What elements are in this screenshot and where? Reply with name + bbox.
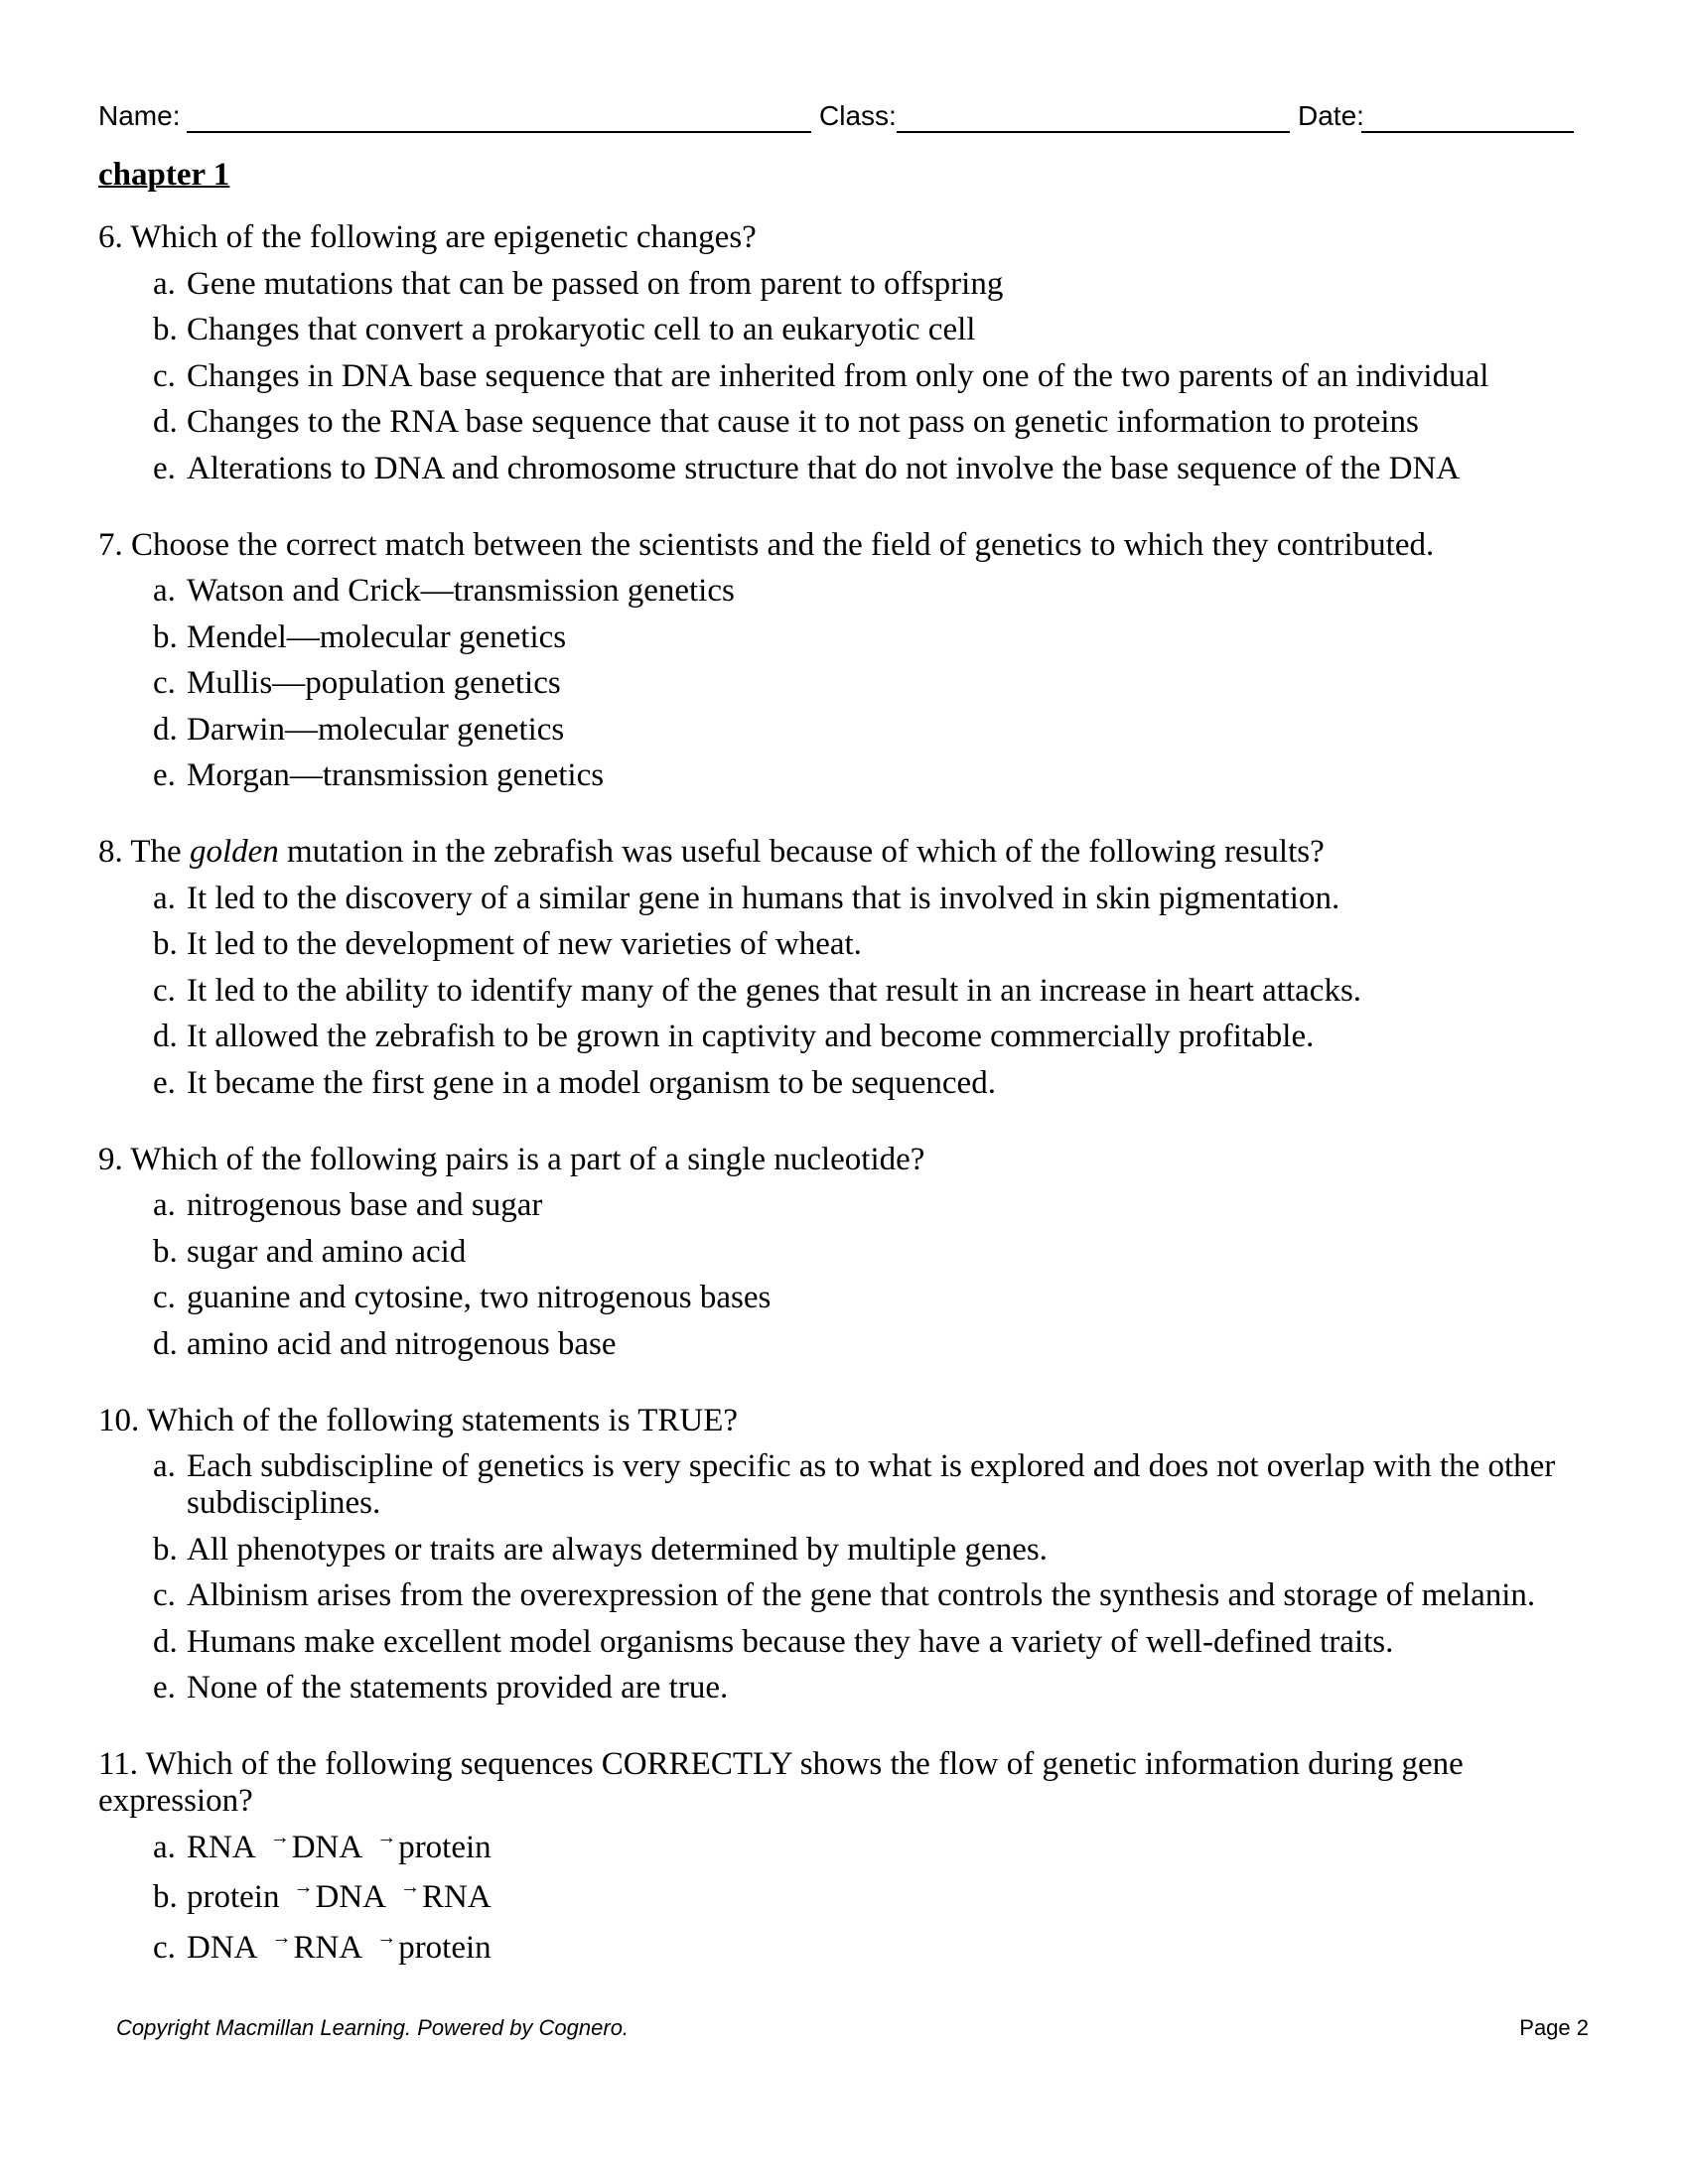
answer-option[interactable]	[98, 1577, 1597, 1614]
answer-option[interactable]	[98, 619, 1597, 656]
text-run: guanine and cytosine, two nitrogenous bases	[187, 1280, 772, 1315]
text-run: nitrogenous base and sugar	[187, 1187, 543, 1223]
option-letter: d.	[153, 404, 178, 440]
arrow-icon: →	[399, 1876, 420, 1898]
option-letter: a.	[153, 880, 176, 916]
class-field[interactable]	[897, 131, 1290, 133]
option-letter: a.	[153, 1829, 176, 1865]
question-list	[98, 219, 1588, 1971]
option-letter: a.	[153, 573, 176, 609]
date-field[interactable]	[1361, 131, 1574, 133]
option-letter: e.	[153, 757, 176, 793]
text-run: Mendel—molecular genetics	[187, 618, 567, 655]
answer-option[interactable]	[98, 1532, 1597, 1569]
page-number: Page 2	[1519, 2015, 1589, 2040]
option-letter: a.	[153, 265, 176, 302]
text-run: mutation in the zebrafish was useful because of which of the following results?	[278, 834, 1325, 870]
name-field[interactable]	[187, 131, 811, 133]
text-run: 10. Which of the following statements is TRUE?	[98, 1402, 739, 1438]
arrow-icon: →	[271, 1926, 292, 1949]
text-run: DNA	[187, 1929, 258, 1966]
answer-option[interactable]	[98, 1326, 1597, 1363]
text-run: Albinism arises from the overexpression of the gene that controls the synthesis and storage of melanin.	[187, 1577, 1536, 1613]
italic-term: golden	[189, 834, 279, 870]
text-run: protein	[187, 1879, 280, 1915]
student-info-header	[98, 97, 1574, 137]
text-run: Alterations to DNA and chromosome structure that do not involve the base sequence of the DNA	[187, 450, 1461, 486]
date-label: Date:	[1298, 100, 1364, 131]
option-letter: d.	[153, 1623, 178, 1660]
option-letter: e.	[153, 450, 176, 486]
question-stem	[98, 1142, 1588, 1178]
option-letter: b.	[153, 926, 178, 962]
question-stem	[98, 834, 1588, 871]
text-run: It led to the ability to identify many of the genes that result in an increase in heart attacks.	[187, 972, 1362, 1009]
option-letter: b.	[153, 312, 178, 347]
text-run: Changes to the RNA base sequence that cause it to not pass on genetic information to proteins	[187, 404, 1419, 440]
text-run: Mullis—population genetics	[187, 665, 561, 701]
text-run: sugar and amino acid	[187, 1233, 467, 1270]
option-letter: a.	[153, 1448, 176, 1484]
arrow-icon: →	[269, 1826, 290, 1848]
option-letter: d.	[153, 1019, 178, 1054]
answer-option[interactable]	[98, 1019, 1597, 1055]
text-run: It allowed the zebrafish to be grown in captivity and become commercially profitable.	[187, 1019, 1315, 1054]
text-run: 7. Choose the correct match between the scientists and the field of genetics to which they contributed.	[98, 526, 1435, 563]
answer-option[interactable]	[98, 712, 1597, 749]
answer-option[interactable]	[98, 1926, 1597, 1971]
arrow-icon: →	[376, 1826, 397, 1848]
question-stem	[98, 527, 1588, 564]
question	[98, 1403, 1588, 1707]
answer-option[interactable]	[98, 451, 1597, 487]
answer-option[interactable]	[98, 1234, 1597, 1271]
option-letter: c.	[153, 665, 176, 701]
text-run: Humans make excellent model organisms because they have a variety of well-defined traits.	[187, 1623, 1394, 1660]
text-run: DNA	[315, 1879, 386, 1915]
arrow-icon: →	[376, 1926, 397, 1949]
answer-option[interactable]	[98, 881, 1597, 917]
text-run: Each subdiscipline of genetics is very specific as to what is explored and does not overlap with the other subdisciplines.	[187, 1448, 1556, 1521]
text-run: 6. Which of the following are epigenetic changes?	[98, 219, 757, 255]
answer-option[interactable]	[98, 1670, 1597, 1706]
answer-option[interactable]	[98, 757, 1597, 794]
answer-option[interactable]	[98, 404, 1597, 441]
answer-option[interactable]	[98, 358, 1597, 395]
option-letter: c.	[153, 1280, 176, 1315]
text-run: Gene mutations that can be passed on from parent to offspring	[187, 265, 1004, 302]
text-run: DNA	[291, 1829, 363, 1865]
text-run: RNA	[187, 1829, 256, 1865]
option-letter: d.	[153, 711, 178, 748]
option-letter: e.	[153, 1064, 176, 1101]
text-run: All phenotypes or traits are always determined by multiple genes.	[187, 1531, 1048, 1568]
class-label: Class:	[819, 100, 897, 131]
option-letter: c.	[153, 1929, 176, 1966]
text-run: It became the first gene in a model organism to be sequenced.	[187, 1064, 996, 1101]
question	[98, 834, 1588, 1102]
answer-option[interactable]	[98, 1448, 1597, 1522]
answer-option[interactable]	[98, 1280, 1597, 1316]
text-run: amino acid and nitrogenous base	[187, 1325, 617, 1362]
answer-option[interactable]	[98, 1624, 1597, 1661]
question	[98, 527, 1588, 795]
option-letter: c.	[153, 1577, 176, 1613]
text-run: It led to the discovery of a similar gene in humans that is involved in skin pigmentation.	[187, 880, 1340, 916]
text-run: None of the statements provided are true.	[187, 1670, 729, 1706]
text-run: Watson and Crick—transmission genetics	[187, 573, 735, 609]
text-run: 8. The	[98, 834, 190, 870]
question-stem	[98, 219, 1588, 256]
copyright-footer: Copyright Macmillan Learning. Powered by Cognero.	[116, 2015, 630, 2040]
answer-option[interactable]	[98, 665, 1597, 702]
text-run: Darwin—molecular genetics	[187, 711, 565, 748]
answer-option[interactable]	[98, 926, 1597, 963]
answer-option[interactable]	[98, 1065, 1597, 1102]
answer-option[interactable]	[98, 1876, 1597, 1920]
arrow-icon: →	[293, 1876, 314, 1898]
option-letter: b.	[153, 618, 178, 655]
text-run: It led to the development of new varieties of wheat.	[187, 926, 862, 962]
text-run: protein	[398, 1929, 492, 1966]
answer-option[interactable]	[98, 1187, 1597, 1224]
option-letter: b.	[153, 1879, 178, 1915]
question-stem	[98, 1746, 1588, 1820]
option-letter: a.	[153, 1187, 176, 1223]
text-run: protein	[398, 1829, 492, 1865]
option-letter: c.	[153, 357, 176, 394]
answer-option[interactable]	[98, 573, 1597, 610]
name-label: Name:	[98, 100, 181, 131]
option-letter: d.	[153, 1325, 178, 1362]
question-stem	[98, 1403, 1588, 1439]
chapter-heading: chapter 1	[98, 157, 230, 193]
text-run: Changes in DNA base sequence that are inherited from only one of the two parents of an individual	[187, 357, 1489, 394]
text-run: Morgan—transmission genetics	[187, 757, 605, 793]
text-run: 11. Which of the following sequences CORRECTLY shows the flow of genetic information during gene expression?	[98, 1746, 1464, 1819]
option-letter: e.	[153, 1670, 176, 1706]
text-run: 9. Which of the following pairs is a part of a single nucleotide?	[98, 1141, 925, 1177]
answer-option[interactable]	[98, 266, 1597, 303]
answer-option[interactable]	[98, 973, 1597, 1010]
question	[98, 219, 1588, 487]
option-letter: c.	[153, 972, 176, 1009]
text-run: RNA	[421, 1879, 492, 1915]
text-run: RNA	[293, 1929, 363, 1966]
answer-option[interactable]	[98, 312, 1597, 348]
option-letter: b.	[153, 1531, 178, 1568]
text-run: Changes that convert a prokaryotic cell to an eukaryotic cell	[187, 312, 976, 347]
answer-option[interactable]	[98, 1826, 1597, 1870]
question	[98, 1142, 1588, 1363]
option-letter: b.	[153, 1233, 178, 1270]
question	[98, 1746, 1588, 1971]
